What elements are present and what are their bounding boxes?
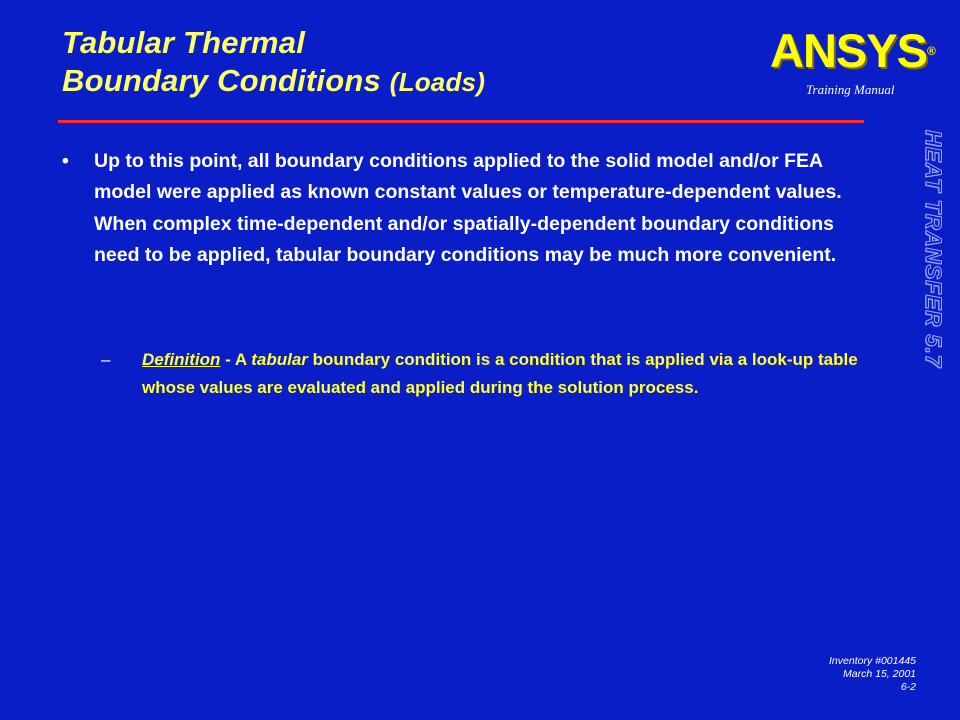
bullet-marker: • [62,150,69,172]
logo-text: ANSYS [770,24,927,77]
title-line-2 [62,62,485,101]
title-line-1: Tabular Thermal [62,25,306,60]
definition-emphasis: tabular [251,350,308,369]
footer-inventory: Inventory #001445 [829,655,916,667]
bullet-text: Up to this point, all boundary conditions applied to the solid model and/or FEA model were applied as known constant values or temperature-dependent values. When complex time-dependent and/or spatially-dependent boundary conditions need to be applied, tabular boundary conditions may be much more convenient. [94,150,842,267]
footer-page-number: 6-2 [900,681,916,693]
logo-registered-mark: ® [926,44,936,58]
ansys-logo [770,26,936,76]
sub-bullet-marker: – [101,350,111,369]
side-course-label: HEAT TRANSFER 5.7 [921,130,946,368]
slide-title [62,24,485,101]
title-line-2-main: Boundary Conditions [62,63,381,98]
definition-part-1: - A [220,350,252,369]
title-divider [58,120,864,123]
sub-bullet-text [142,346,861,401]
training-manual-label: Training Manual [806,82,895,97]
title-line-2-suffix: (Loads) [389,67,486,97]
sub-bullet-definition [101,346,861,401]
definition-part-2: boundary condition is a condition that is applied via a look-up table whose values are evaluated and applied during the solution process. [142,350,858,397]
definition-term: Definition [142,350,221,369]
footer-date: March 15, 2001 [843,668,916,680]
main-bullet [62,146,862,272]
slide-footer [829,655,916,694]
